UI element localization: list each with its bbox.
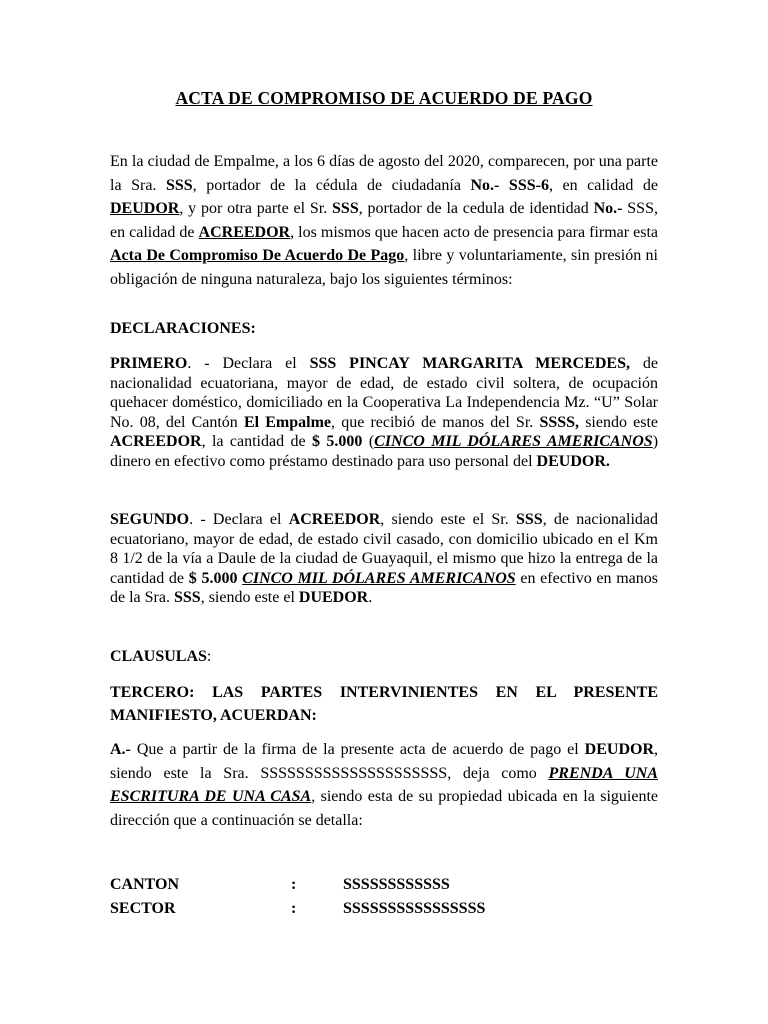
declaraciones-heading: DECLARACIONES: [110, 320, 256, 337]
intro-text: , los mismos que hacen acto de presencia para firmar esta [290, 223, 658, 241]
address-value: SSSSSSSSSSSSSSSS [343, 900, 486, 917]
intro-acta-name: Acta De Compromiso De Acuerdo De Pago [110, 247, 405, 264]
document-title: ACTA DE COMPROMISO DE ACUERDO DE PAGO [175, 88, 593, 108]
clausulas-heading [110, 648, 211, 666]
primero-bold: El Empalme [243, 413, 332, 431]
primero-amount: $ 5.000 [312, 433, 363, 450]
intro-paragraph [110, 150, 658, 291]
segundo-bold: ACREEDOR [288, 511, 381, 528]
segundo-text: en efectivo en manos de la Sra. [110, 569, 659, 606]
intro-text: , portador de la cédula de ciudadanía [192, 176, 471, 194]
primero-label: PRIMERO [110, 355, 188, 372]
segundo-amount: $ 5.000 [188, 569, 238, 587]
segundo-text: , siendo este el Sr. [380, 511, 516, 528]
primero-bold: ACREEDOR [110, 433, 202, 450]
punto-a-text: Que a partir de la firma de la presente acta de acuerdo de pago el [130, 741, 585, 758]
segundo-bold: SSS [515, 511, 543, 528]
clausulas-colon: : [206, 648, 212, 665]
intro-bold: No.- SSS-6 [470, 176, 549, 194]
intro-text: , portador de la cedula de identidad [358, 200, 594, 217]
punto-a-prenda: PRENDA UNA ESCRITURA DE UNA CASA [110, 764, 658, 805]
segundo-bold: SSS [173, 589, 201, 606]
punto-a-bold: DEUDOR [584, 741, 654, 758]
address-label: CANTON [110, 876, 180, 893]
address-colon: : [291, 876, 297, 893]
intro-text: , en calidad de [548, 176, 658, 194]
primero-bold: DEUDOR. [536, 452, 610, 470]
primero-text: de nacionalidad ecuatoriana, mayor de edad, de estado civil soltera, de ocupación quehacer doméstico, domiciliado en la Cooperativa La Independencia Mz. “U” Solar No. 08, del Cantón [110, 355, 658, 431]
intro-text: , libre y voluntariamente, sin presión ni obligación de ninguna naturaleza, bajo los siguientes términos: [110, 247, 658, 288]
segundo-text: , siendo este el [200, 589, 299, 606]
primero-text: ) dinero en efectivo como préstamo destinado para uso personal del [110, 433, 659, 470]
intro-acreedor-role: ACREEDOR [198, 223, 291, 241]
intro-text: SSS, en calidad de [110, 200, 658, 241]
primero-text: . - Declara el [187, 355, 310, 372]
intro-bold: SSS [165, 176, 193, 194]
segundo-bold: DUEDOR [298, 589, 369, 606]
tercero-heading: TERCERO: LAS PARTES INTERVINIENTES EN EL PRESENTE MANIFIESTO, ACUERDAN: [110, 684, 658, 724]
segundo-label: SEGUNDO [110, 511, 190, 528]
address-label: SECTOR [110, 900, 176, 917]
primero-paragraph [110, 354, 658, 471]
address-row-sector [110, 900, 485, 918]
address-colon: : [291, 900, 297, 917]
segundo-amount-words: CINCO MIL DÓLARES AMERICANOS [242, 569, 516, 587]
primero-bold: SSSS, [539, 413, 580, 431]
segundo-text: . [368, 589, 373, 606]
punto-a-text: , siendo este la Sra. SSSSSSSSSSSSSSSSSSSSS, deja como [110, 741, 658, 782]
clausulas-label: CLAUSULAS [110, 648, 207, 665]
intro-text: , y por otra parte el Sr. [179, 200, 333, 217]
primero-text: siendo este [579, 413, 658, 431]
punto-a-paragraph [110, 738, 658, 832]
primero-bold: SSS PINCAY MARGARITA MERCEDES, [309, 355, 630, 372]
primero-text: , que recibió de manos del Sr. [331, 413, 540, 431]
primero-text: , la cantidad de [201, 433, 313, 450]
punto-a-text: , siendo esta de su propiedad ubicada en la siguiente dirección que a continuación se detalla: [110, 788, 659, 829]
intro-text: En la ciudad de Empalme, a los 6 días de agosto del 2020, comparecen, por una parte la Sra. [110, 153, 658, 194]
intro-bold: SSS [332, 200, 359, 217]
intro-bold: No.- [593, 200, 628, 217]
segundo-text: . - Declara el [189, 511, 289, 528]
intro-deudor-role: DEUDOR [110, 200, 180, 217]
segundo-paragraph [110, 510, 658, 608]
address-value: SSSSSSSSSSSS [343, 876, 450, 893]
punto-a-label: A.- [110, 741, 131, 758]
primero-text: ( [362, 433, 375, 450]
segundo-text: , de nacionalidad ecuatoriano, mayor de edad, de estado civil casado, con domicilio ubicado en el Km 8 1/2 de la vía a Daule de la ciudad de Guayaquil, el mismo que hizo la entrega de la cantidad de [110, 511, 659, 587]
address-row-canton [110, 876, 450, 894]
primero-amount-words: CINCO MIL DÓLARES AMERICANOS [374, 433, 653, 450]
